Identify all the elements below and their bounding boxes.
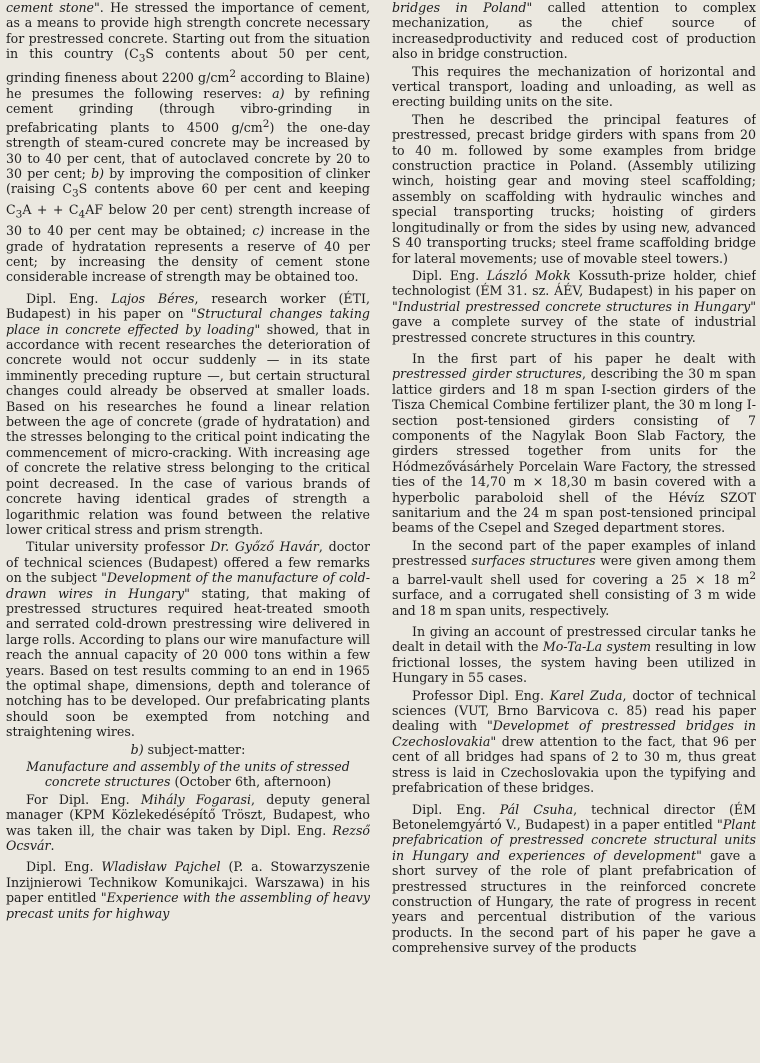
paragraph-bridges-poland: bridges in Poland" called attention to complex mechanization, as the chief source of increasedproductivity and reduced cost of production also in bridge construction. — [392, 0, 756, 62]
left-column — [6, 0, 370, 1063]
paragraph-mokk: Dipl. Eng. László Mokk Kossuth-prize holder, chief technologist (ÉM 31. sz. ÁÉV, Budapest) in his paper on "Industrial prestressed concrete structures in Hungary" gave a complete survey of the state of industrial prestressed concrete structures in this country. — [392, 267, 756, 345]
paragraph-girders: Then he described the principal features of prestressed, precast bridge girders with spans from 20 to 40 m. followed by some examples from bridge construction practice in Poland. (Assembly utilizing winch, hoisting gear and moving steel scaffolding; assembly on scaffolding with hydraulic winches and special transporting trucks; hoisting of girders longitudinally or from the sides by using new, advanced S 40 transporting trucks; steel frame scaffolding bridge for lateral movements; use of movable steel towers.) — [392, 111, 756, 266]
paragraph-pajchel: Dipl. Eng. Wladisław Pajchel (P. a. Stowarzyszenie Inzijnierowi Technikow Komunikajci. Warszawa) in his paper entitled "Experience with the assembling of heavy precast units for highway — [6, 859, 370, 921]
paragraph-beres: Dipl. Eng. Lajos Béres, research worker (ÉTI, Budapest) in his paper on "Structural changes taking place in concrete effected by loading" showed, that in accordance with recent researches the deterioration of concrete would not occur suddenly — in its state imminently preceding rupture —, but certain structural changes could already be observed at smaller loads. Based on his researches he found a linear relation between the age of concrete (grade of hydratation) and the stresses belonging to the critical point indicating the commencement of micro-cracking. With increasing age of concrete the relative stress belonging to the critical point decreased. In the case of various brands of concrete having identical grades of strength a logarithmic relation was found between the relative lower critical stress and prism strength. — [6, 290, 370, 537]
paragraph-mechanization: This requires the mechanization of horizontal and vertical transport, loading and unloading, as well as erecting building units on the site. — [392, 63, 756, 110]
section-title: Manufacture and assembly of the units of stressed concrete structures (October 6th, afternoon) — [26, 759, 350, 790]
paragraph-cement-reserves: cement stone". He stressed the importance of cement, as a means to provide high strength concrete necessary for prestressed concrete. Starting out from the situation in this country ($C_3S$ contents about 50 per cent, grinding fineness about 2200 $g/cm^2$ according to Blaine) he presumes the following reserves: a) by refining cement grinding (through vibro-grinding in prefabricating plants to 4500 $g/cm^2$) the one-day strength of steam-cured concrete may be increased by 30 to 40 per cent, that of autoclaved concrete by 20 to 30 per cent; b) by improving the composition of clinker (raising $C_3S$ contents above 60 per cent and keeping $C_3A$ + + $C_4AF$ below 20 per cent) strength increase of 30 to 40 per cent may be obtained; c) increase in the grade of hydratation represents a reserve of 40 per cent; by increasing the density of cement stone considerable increase of strength may be obtained too. — [6, 0, 370, 285]
paragraph-havar: Titular university professor Dr. Győző Havár, doctor of technical sciences (Budapest) offered a few remarks on the subject "Development of the manufacture of cold-drawn wires in Hungary" stating, that making of prestressed structures required heat-treated smooth and serrated cold-drown prestressing wire delivered in large rolls. According to plans our wire manufacture will reach the annual capacity of 20 000 tons within a few years. Based on test results comming to an end in 1965 the optimal shape, dimensions, depth and tolerance of notching has to be developed. Our prefabricating plants should soon be exempted from notching and straightening wires. — [6, 539, 370, 740]
paragraph-fogarasi: For Dipl. Eng. Mihály Fogarasi, deputy general manager (KPM Közlekedésépítő Tröszt, Budapest, who was taken ill, the chair was taken by Dipl. Eng. Rezső Ocsvár. — [6, 791, 370, 854]
paragraph-zuda: Professor Dipl. Eng. Karel Zuda, doctor of technical sciences (VUT, Brno Barvicova c. 85) read his paper dealing with "Developmet of prestressed bridges in Czechoslovakia" drew attention to the fact, that 96 per cent of all bridges had spans of 2 to 30 m, thus great stress is laid in Czechoslovakia upon the typifying and prefabrication of these bridges. — [392, 687, 756, 796]
paragraph-circular-tanks: In giving an account of prestressed circular tanks he dealt in detail with the Mo-Ta-La system resulting in low frictional losses, the system having been utilized in Hungary in 55 cases. — [392, 624, 756, 686]
paragraph-girder-structures: In the first part of his paper he dealt with prestressed girder structures, describing the 30 m span lattice girders and 18 m span I-section girders of the Tisza Chemical Combine fertilizer plant, the 30 m long I-section post-tensioned girders consisting of 7 components of the Nagylak Boon Slab Factory, the girders stressed together from units for the Hódmezővásárhely Porcelain Ware Factory, the stressed ties of the 14,70 m × 18,30 m basin covered with a hyperbolic paraboloid shell of the Hévíz SZOT sanitarium and the 24 m span post-tensioned principal beams of the Csepel and Szeged department stores. — [392, 350, 756, 536]
section-subhead: b) subject-matter: — [130, 741, 246, 757]
paragraph-surface-structures: In the second part of the paper examples of inland prestressed surfaces structures were given among them a barrel-vault shell used for covering a 25 × 18 $m^2$ surface, and a corrugated shell consisting of 3 m wide and 18 m span units, respectively. — [392, 537, 756, 618]
paragraph-csuha: Dipl. Eng. Pál Csuha, technical director (ÉM Betonelemgyártó V., Budapest) in a paper entitled "Plant prefabrication of prestressed concrete structural units in Hungary and experiences of development" gave a short survey of the role of plant prefabrication of prestressed structures in the reinforced concrete construction of Hungary, the rate of progress in recent years and percentual distribution of the various products. In the second part of his paper he gave a comprehensive survey of the products — [392, 801, 756, 956]
right-column — [392, 0, 756, 1063]
